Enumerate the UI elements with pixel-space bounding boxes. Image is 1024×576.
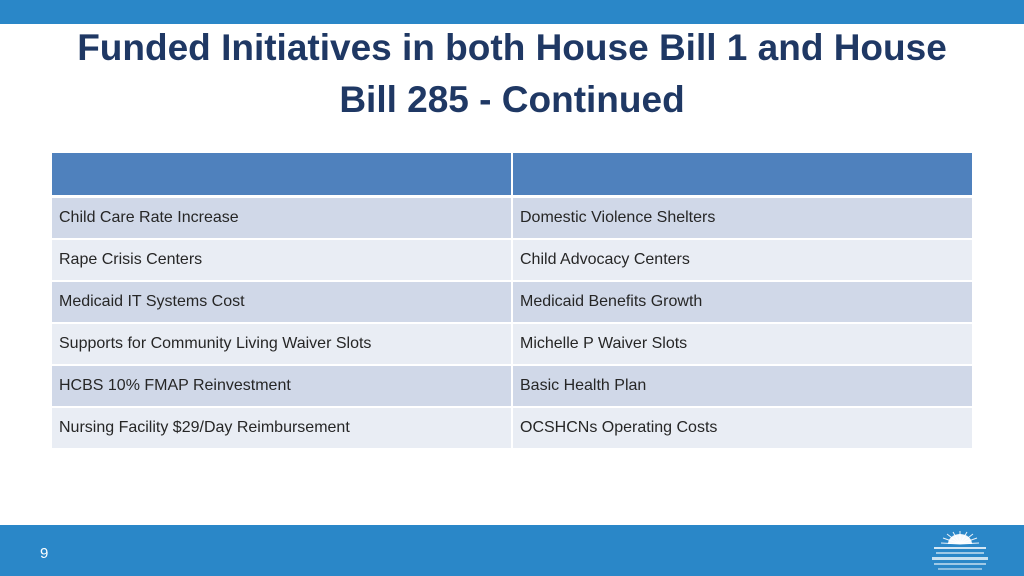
table-cell: Rape Crisis Centers xyxy=(52,239,512,281)
bottom-bar xyxy=(0,525,1024,576)
table-cell: Domestic Violence Shelters xyxy=(512,197,972,240)
table-row xyxy=(52,239,972,281)
table-row xyxy=(52,365,972,407)
table-cell: HCBS 10% FMAP Reinvestment xyxy=(52,365,512,407)
table-cell: Nursing Facility $29/Day Reimbursement xyxy=(52,407,512,449)
table-header-row xyxy=(52,153,972,197)
table-cell: Michelle P Waiver Slots xyxy=(512,323,972,365)
table-cell: Basic Health Plan xyxy=(512,365,972,407)
table-row xyxy=(52,281,972,323)
initiatives-table xyxy=(52,153,972,450)
table-row xyxy=(52,197,972,240)
table-row xyxy=(52,407,972,449)
table-header-cell xyxy=(52,153,512,197)
table-header-cell xyxy=(512,153,972,197)
table-cell: Supports for Community Living Waiver Slots xyxy=(52,323,512,365)
table-cell: Medicaid Benefits Growth xyxy=(512,281,972,323)
page-number: 9 xyxy=(40,545,49,562)
table-row xyxy=(52,323,972,365)
sunburst-logo-icon xyxy=(924,528,996,574)
table-cell: Medicaid IT Systems Cost xyxy=(52,281,512,323)
table-cell: Child Care Rate Increase xyxy=(52,197,512,240)
table-cell: Child Advocacy Centers xyxy=(512,239,972,281)
slide-title: Funded Initiatives in both House Bill 1 and House Bill 285 - Continued xyxy=(77,27,947,120)
top-bar xyxy=(0,0,1024,24)
table-cell: OCSHCNs Operating Costs xyxy=(512,407,972,449)
